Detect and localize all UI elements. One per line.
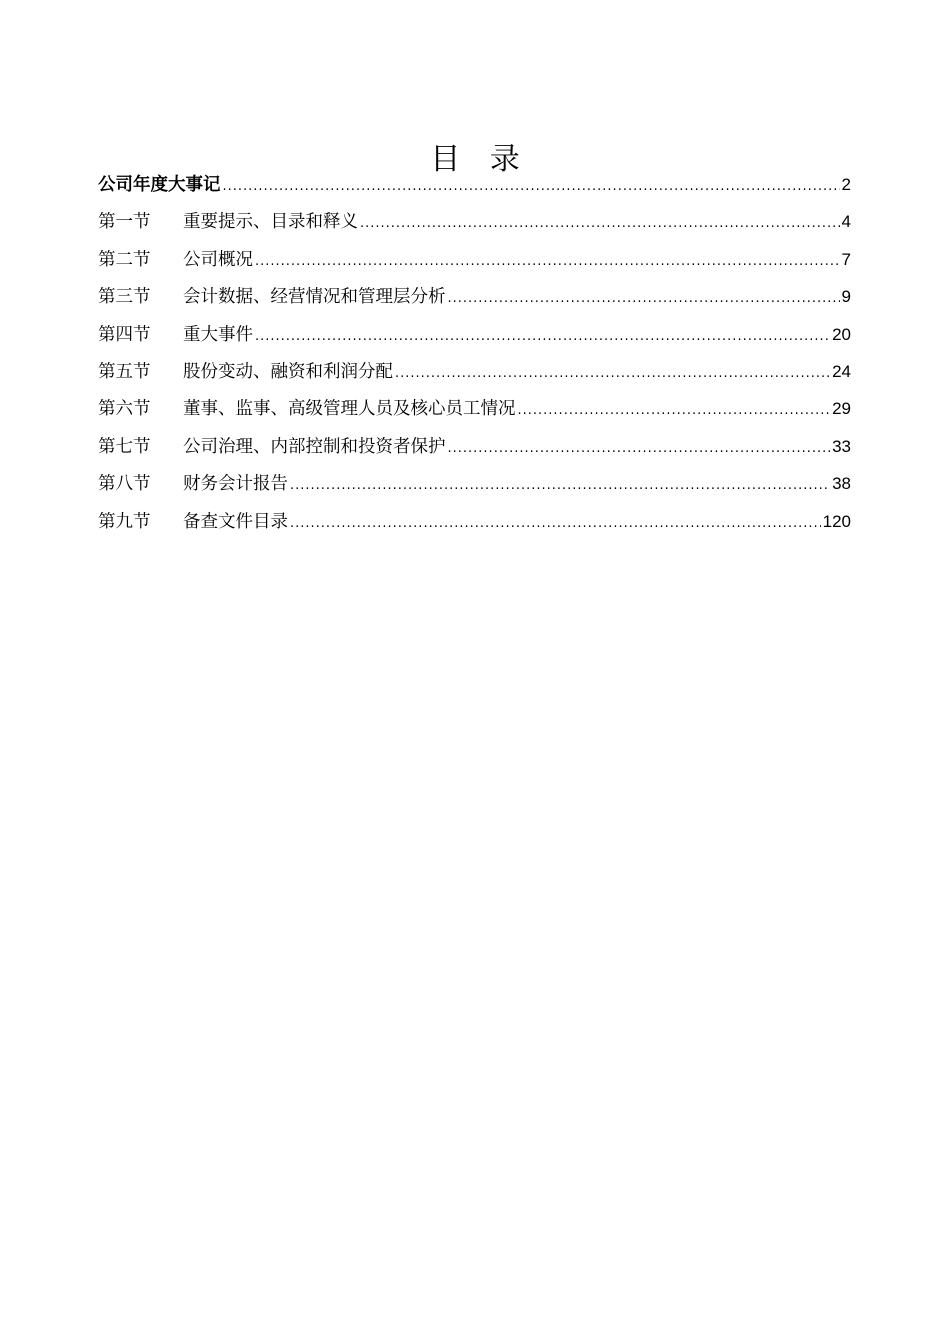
toc-entry-section-5[interactable]: [98, 353, 851, 390]
toc-entry-page: 2: [841, 175, 851, 194]
toc-entry-label: 第二节: [98, 249, 151, 270]
toc-entry-label: 第六节: [98, 399, 151, 420]
toc-entry-title: 公司年度大事记: [98, 175, 221, 195]
toc-entry-page: 38: [832, 474, 851, 494]
toc-entry-label: 第五节: [98, 361, 151, 382]
toc-entry-title: 公司概况: [183, 249, 253, 270]
toc-entry-section-3[interactable]: [98, 278, 851, 315]
dot-leader: [255, 243, 840, 280]
toc-entry-title: 重大事件: [183, 324, 253, 345]
dot-leader: [360, 205, 840, 242]
dot-leader: [223, 168, 840, 205]
toc-entry-section-1[interactable]: [98, 203, 851, 240]
toc-entry-title: 财务会计报告: [183, 474, 288, 495]
toc-entry-page: 4: [841, 212, 851, 232]
page-title: 目 录: [430, 142, 530, 178]
toc-entry-section-9[interactable]: [98, 503, 851, 540]
toc-entry-page: 120: [822, 511, 851, 531]
toc-entry-label: 第三节: [98, 287, 151, 308]
toc-entry-page: 9: [841, 287, 851, 307]
dot-leader: [290, 505, 821, 542]
toc-entry-label: 第七节: [98, 436, 151, 457]
toc-entry-page: 24: [832, 361, 851, 381]
toc-entry-page: 7: [841, 249, 851, 269]
toc-entry-annual-events[interactable]: [98, 166, 851, 203]
toc-entry-title: 会计数据、经营情况和管理层分析: [183, 287, 446, 308]
toc-entry-label: 第八节: [98, 474, 151, 495]
toc-entry-page: 20: [832, 324, 851, 344]
dot-leader: [255, 318, 830, 355]
toc-entry-label: 第一节: [98, 212, 151, 233]
dot-leader: [518, 392, 831, 429]
toc-entry-label: 第九节: [98, 511, 151, 532]
dot-leader: [448, 280, 840, 317]
toc-entry-title: 股份变动、融资和利润分配: [183, 361, 393, 382]
toc-entry-title: 备查文件目录: [183, 511, 288, 532]
toc-entry-title: 重要提示、目录和释义: [183, 212, 358, 233]
toc-entry-section-6[interactable]: [98, 390, 851, 427]
dot-leader: [448, 430, 831, 467]
toc-entry-label: 第四节: [98, 324, 151, 345]
toc-entry-section-4[interactable]: [98, 316, 851, 353]
toc-entry-title: 董事、监事、高级管理人员及核心员工情况: [183, 399, 516, 420]
toc-entry-page: 29: [832, 399, 851, 419]
toc-entry-section-7[interactable]: [98, 428, 851, 465]
toc-entry-section-8[interactable]: [98, 465, 851, 502]
dot-leader: [395, 355, 830, 392]
toc-entry-page: 33: [832, 436, 851, 456]
toc-entry-section-2[interactable]: [98, 241, 851, 278]
table-of-contents: [98, 166, 851, 540]
dot-leader: [290, 467, 830, 504]
toc-entry-title: 公司治理、内部控制和投资者保护: [183, 436, 446, 457]
